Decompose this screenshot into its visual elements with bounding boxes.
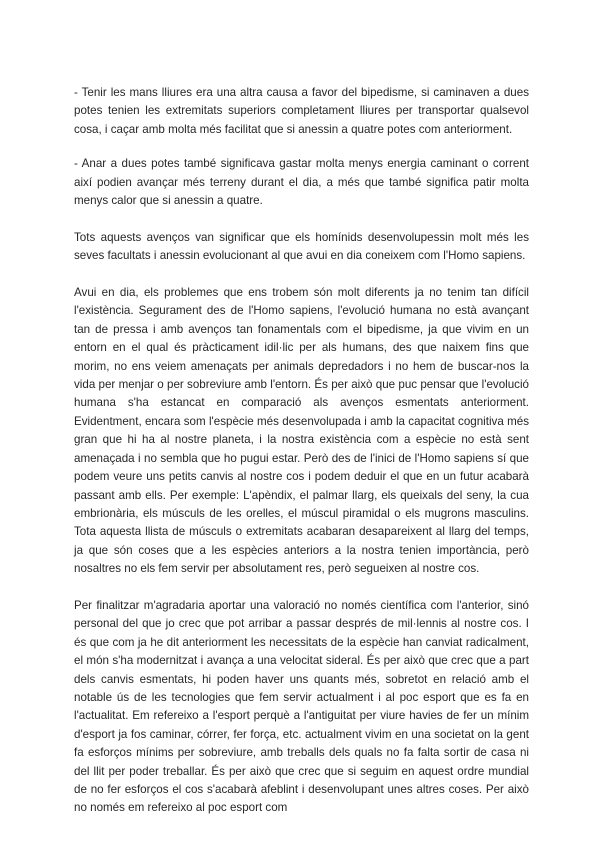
paragraph-bipedism-energy: - Anar a dues potes també significava gastar molta menys energia caminant o corrent així podien avançar més terreny durant el dia, a més que també significa patir molta menys calor que si anessin a quatre. <box>74 157 529 208</box>
document-body <box>74 84 529 836</box>
paragraph-hominid-advances: Tots aquests avenços van significar que els homínids desenvolupessin molt més les seves facultats i anessin evolucionant al que avui en dia coneixem com l'Homo sapiens. <box>74 230 529 263</box>
paragraph-modern-evolution: Avui en dia, els problemes que ens trobem són molt diferents ja no tenim tan difícil l'existència. Segurament des de l'Homo sapiens, l'evolució humana no està avançant tan de pressa i amb avenços tan fonamentals com el bipedisme, ja que vivim en un entorn en el qual és pràcticament idil·lic per als humans, des que naixem fins que morim, no ens veiem amenaçats per animals depredadors i no hem de buscar-nos la vida per menjar o per sobreviure amb l'entorn. És per això que puc pensar que l'evolució humana s'ha estancat en comparació als avenços esmentats anteriorment. Evidentment, encara som l'espècie més desenvolupada i amb la capacitat cognitiva més gran que hi ha al nostre planeta, i la nostra existència com a espècie no està sent amenaçada i no sembla que ho pugui estar. Però des de l'inici de l'Homo sapiens sí que podem veure uns petits canvis al nostre cos i podem deduir el que en un futur acabarà passant amb ells. Per exemple: L'apèndix, el palmar llarg, els queixals del seny, la cua embrionària, els músculs de les orelles, el múscul piramidal o els mugrons masculins. Tota aquesta llista de músculs o extremitats acabaran desapareixent al llarg del temps, ja que són coses que a les espècies anteriors a la nostra tenien importància, però nosaltres no els fem servir per absolutament res, però segueixen al nostre cos. <box>74 286 529 576</box>
paragraph-bipedism-free-hands: - Tenir les mans lliures era una altra causa a favor del bipedisme, si caminaven a dues potes tenien les extremitats superiors completament lliures per transportar qualsevol cosa, i caçar amb molta més facilitat que si anessin a quatre potes com anteriorment. <box>74 86 529 136</box>
paragraph-conclusion: Per finalitzar m'agradaria aportar una valoració no només científica com l'anterior, sinó personal del que jo crec que pot arribar a passar després de mil·lennis al nostre cos. I és que com ja he dit anteriorment les necessitats de la espècie han canviat radicalment, el món s'ha modernitzat i avança a una velocitat sideral. És per això que crec que a part dels canvis esmentats, hi poden haver uns quants més, sobretot en relació amb el notable ús de les tecnologies que fem servir actualment i al poc esport que es fa en l'actualitat. Em refereixo a l'esport perquè a l'antiguitat per viure havies de fer un mínim d'esport ja fos caminar, córrer, fer força, etc. actualment vivim en una societat on la gent fa esforços mínims per sobreviure, amb treballs dels quals no fa falta sortir de casa ni del llit per poder treballar. És per això que crec que si seguim en aquest ordre mundial de no fer esforços el cos s'acabarà afeblint i desenvolupant unes altres coses. Per això no només em refereixo al poc esport com <box>74 598 529 815</box>
